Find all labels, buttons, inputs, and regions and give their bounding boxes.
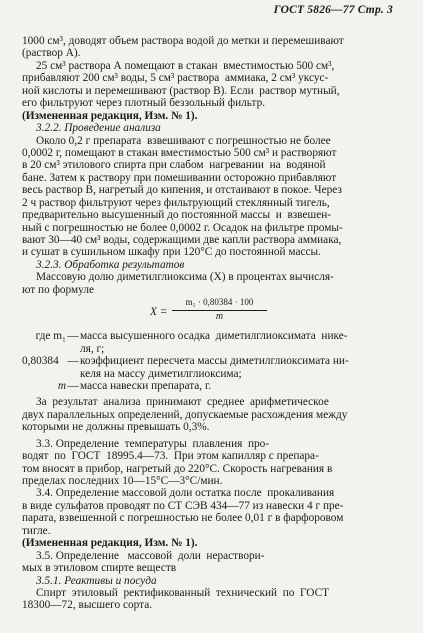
text-line: Спирт этиловый ректификованный технический по ГОСТ <box>36 586 330 599</box>
def-text: ля, г; <box>80 342 105 355</box>
text-line: в виде сульфатов проводят по СТ СЭВ 434—77 из навески 4 г пре- <box>22 499 344 512</box>
section-title-3-2-3: 3.2.3. Обработка результатов <box>36 258 185 271</box>
formula-definitions <box>22 330 394 392</box>
text-line: 3.4. Определение массовой доли остатка после прокаливания <box>36 487 335 500</box>
formula-numerator: m₁ · 0,80384 · 100 <box>172 296 267 310</box>
document-body <box>22 35 394 612</box>
text-line: пределах последних 10—15°С—3°С/мин. <box>22 475 223 487</box>
def-dash: — <box>67 355 79 368</box>
text-line: тигле. <box>22 524 51 537</box>
text-line: 0,0002 г, помещают в стакан вместимостью 500 см³ и растворяют <box>22 146 337 159</box>
paragraph-p8 <box>22 550 394 575</box>
text-line: ный с погрешностью не более 0,0002 г. Осадок на фильтре промы- <box>22 221 343 234</box>
text-line: 1000 см³, доводят объем раствора водой до метки и перемешивают <box>22 35 344 47</box>
paragraph-p4 <box>22 271 394 296</box>
def-text: масса навески препарата, г. <box>80 379 212 392</box>
text-line: ют по формуле <box>22 283 94 296</box>
text-line: 25 см³ раствора А помещают в стакан вместимостью 500 см³, <box>36 59 335 72</box>
def-text: келя на массу диметилглиоксима; <box>80 367 242 380</box>
def-symbol <box>22 343 66 355</box>
text-line: весь раствор В, нагретый до кипения, и отстаивают в покое. Через <box>22 184 342 197</box>
paragraph-p5 <box>22 396 394 433</box>
text-line: За результат анализа принимают среднее арифметическое <box>36 396 329 409</box>
text-line: 2 ч раствор фильтруют через фильтрующий стеклянный тигель, <box>22 196 330 209</box>
def-dash <box>66 343 80 355</box>
text-line: том вносят в прибор, нагретый до 220°С. Скорость нагревания в <box>22 462 333 475</box>
paragraph-p2 <box>22 60 394 110</box>
page-header: ГОСТ 5826—77 Стр. 3 <box>273 4 393 16</box>
text-line: (раствор А). <box>22 47 81 60</box>
text-line: и сушат в сушильном шкафу при 120°С до постоянной массы. <box>22 246 321 259</box>
def-text: масса высушенного осадка диметилглиоксимата нике- <box>80 330 348 343</box>
def-symbol: где m₁ <box>35 330 66 343</box>
text-line: бане. Затем к раствору при помешивании осторожно прибавляют <box>22 171 337 184</box>
text-line: 18300—72, высшего сорта. <box>22 599 153 612</box>
text-line: вают 30—40 см³ воды, содержащими две капли раствора аммиака, <box>22 234 342 246</box>
def-symbol: m <box>57 379 66 392</box>
text-line: прибавляют 200 см³ воды, 5 см³ раствора аммиака, 2 см³ уксус- <box>22 72 329 85</box>
def-dash: — <box>67 330 79 343</box>
paragraph-p3 <box>22 135 394 259</box>
def-symbol <box>22 368 66 380</box>
def-text: коэффициент пересчета массы диметилглиоксимата ни- <box>80 355 349 368</box>
text-line: ной кислоты и перемешивают (раствор В). Если раствор мутный, <box>22 84 340 97</box>
section-title-3-2-2: 3.2.2. Проведение анализа <box>36 122 161 135</box>
formula-fraction <box>172 296 267 323</box>
def-symbol: 0,80384 <box>22 355 59 368</box>
def-dash: — <box>67 379 79 392</box>
text-line: Массовую долю диметилглиоксима (X) в процентах вычисля- <box>36 271 334 284</box>
text-line: в 20 см³ этилового спирта при слабом нагревании на водяной <box>22 159 326 172</box>
section-title-3-5-1: 3.5.1. Реактивы и посуда <box>36 574 157 587</box>
formula <box>22 296 394 330</box>
paragraph-p6 <box>22 438 394 488</box>
text-line: 3.3. Определение температуры плавления про- <box>36 437 270 450</box>
text-line: парата, взвешенной с погрешностью не более 0,01 г в фарфоровом <box>22 512 344 525</box>
text-line: предварительно высушенный до постоянной массы и взвешен- <box>22 209 332 222</box>
edit-note: (Измененная редакция, Изм. № 1). <box>22 537 198 550</box>
text-line: его фильтруют через плотный беззольный фильтр. <box>22 97 266 110</box>
text-line: водят по ГОСТ 18995.4—73. При этом капилляр с препара- <box>22 450 319 463</box>
paragraph-p7 <box>22 487 394 537</box>
edit-note: (Измененная редакция, Изм. № 1). <box>22 109 198 122</box>
formula-lhs: X = <box>150 306 168 319</box>
text-line: двух параллельных определений, допускаемые расхождения между <box>22 408 348 421</box>
def-dash <box>66 368 80 380</box>
text-line: 3.5. Определение массовой доли нераствори- <box>36 549 265 562</box>
paragraph-p9 <box>22 587 394 612</box>
formula-denominator: m <box>215 310 224 322</box>
text-line: мых в этиловом спирте веществ <box>22 562 177 575</box>
text-line: которыми не должны превышать 0,3%. <box>22 421 210 434</box>
text-line: Около 0,2 г препарата взвешивают с погрешностью не более <box>36 134 331 147</box>
paragraph-p1 <box>22 35 394 60</box>
